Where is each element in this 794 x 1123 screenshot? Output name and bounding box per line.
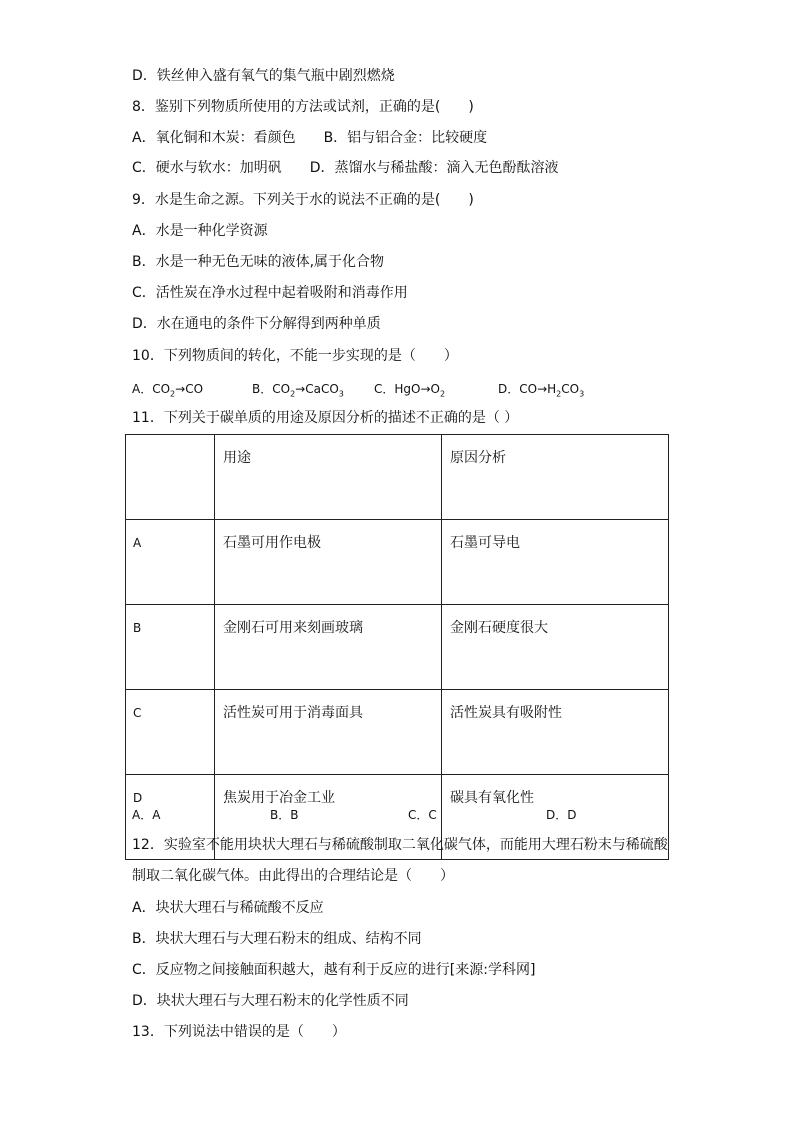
q11-answer-c: C．C [408,808,437,822]
table-cell: A [126,520,215,605]
q9-option-a: A．水是一种化学资源 [132,223,268,239]
table-cell: B [126,605,215,690]
carbon-uses-table [125,434,669,860]
q7-option-d: D．铁丝伸入盛有氧气的集气瓶中剧烈燃烧 [132,68,395,84]
q12-stem-line2: 制取二氧化碳气体。由此得出的合理结论是（ ） [132,868,454,884]
q11-answer-b: B．B [270,808,299,822]
table-cell: 金刚石硬度很大 [442,605,669,690]
table-cell: 碳具有氧化性 [442,775,669,860]
q12-stem-line1: 12．实验室不能用块状大理石与稀硫酸制取二氧化碳气体，而能用大理石粉末与稀硫酸 [132,837,668,853]
table-row [126,520,669,605]
table-cell: 活性炭具有吸附性 [442,690,669,775]
q10-option-c: C．$HgO\to O_2$ [374,382,446,399]
q9-option-c: C．活性炭在净水过程中起着吸附和消毒作用 [132,285,408,301]
q12-option-b: B．块状大理石与大理石粉末的组成、结构不同 [132,931,422,947]
q11-answer-a: A．A [132,808,161,822]
q13-stem: 13．下列说法中错误的是（ ） [132,1024,346,1040]
table-header-cell [126,435,215,520]
q9-option-b: B．水是一种无色无味的液体,属于化合物 [132,254,385,270]
q8-options-cd: C．硬水与软水：加明矾 D．蒸馏水与稀盐酸：滴入无色酚酞溶液 [132,160,559,176]
q8-options-ab: A．氧化铜和木炭：看颜色 B．铝与铝合金：比较硬度 [132,130,488,146]
q10-stem: 10．下列物质间的转化，不能一步实现的是（ ） [132,348,458,364]
table-row [126,690,669,775]
q12-option-c: C．反应物之间接触面积越大，越有利于反应的进行[来源:学科网] [132,962,536,978]
q9-stem: 9．水是生命之源。下列关于水的说法不正确的是( ) [132,192,474,208]
q12-option-a: A．块状大理石与稀硫酸不反应 [132,900,324,916]
q10-option-a: A．$CO_2\to CO$ [132,382,204,399]
table-cell: 金刚石可用来刻画玻璃 [215,605,442,690]
q8-stem: 8．鉴别下列物质所使用的方法或试剂，正确的是( ) [132,99,474,115]
q9-option-d: D．水在通电的条件下分解得到两种单质 [132,316,381,332]
table-header-cell: 原因分析 [442,435,669,520]
table-cell: 活性炭可用于消毒面具 [215,690,442,775]
table-header-cell: 用途 [215,435,442,520]
q12-option-d: D．块状大理石与大理石粉末的化学性质不同 [132,993,409,1009]
table-row [126,605,669,690]
table-cell: C [126,690,215,775]
q10-option-d: D．$CO\to H_2CO_3$ [498,382,585,399]
q10-option-b: B．$CO_2\to CaCO_3$ [252,382,344,399]
table-cell: 石墨可导电 [442,520,669,605]
table-header-row [126,435,669,520]
table-cell: 石墨可用作电极 [215,520,442,605]
table-cell: D [126,775,215,860]
q11-stem: 11．下列关于碳单质的用途及原因分析的描述不正确的是（ ） [132,410,519,426]
q11-answer-d: D．D [546,808,577,822]
table-cell: 焦炭用于冶金工业 [215,775,442,860]
